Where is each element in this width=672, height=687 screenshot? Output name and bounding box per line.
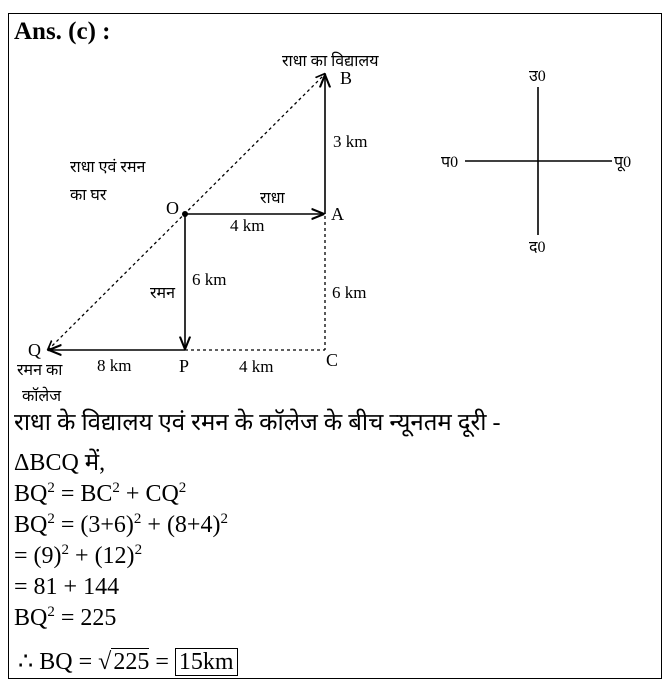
point-a-label: A	[331, 204, 344, 224]
sqrt-symbol: √	[98, 649, 112, 675]
point-p-label: P	[179, 356, 190, 376]
compass-north: उ0	[529, 68, 546, 85]
point-o-dot	[182, 211, 188, 217]
point-q-label: Q	[28, 340, 41, 360]
label-home-line1: राधा एवं रमन	[70, 159, 146, 176]
compass-east: पू0	[614, 154, 632, 171]
point-o-label: O	[166, 198, 179, 218]
solution-line-1: राधा के विद्यालय एवं रमन के कॉलेज के बीच न्यूनतम दूरी -	[14, 410, 501, 436]
final-answer-line: ∴ BQ = √225 = 15km	[18, 648, 238, 676]
equation-line-3: $BQ^2 = BC^2 + CQ^2$	[14, 480, 187, 507]
final-answer-box: 15km	[175, 648, 238, 676]
answer-header: Ans. (c) :	[14, 18, 111, 45]
dist-pc: 4 km	[239, 357, 274, 376]
compass-west: प0	[441, 154, 459, 171]
label-raman: रमन	[150, 285, 175, 302]
label-college-line2: कॉलेज	[22, 388, 62, 405]
dist-oa: 4 km	[230, 216, 265, 235]
equation-line-7: $BQ^2 = 225$	[14, 604, 117, 631]
point-b-label: B	[340, 68, 353, 88]
dist-op: 6 km	[192, 270, 227, 289]
dist-ac: 6 km	[332, 283, 367, 302]
solution-line-2: ΔBCQ में,	[14, 450, 106, 476]
dist-ab: 3 km	[333, 132, 368, 151]
point-c-label: C	[326, 350, 339, 370]
dist-qp: 8 km	[97, 356, 132, 375]
label-college-line1: रमन का	[17, 362, 63, 379]
compass-south: द0	[529, 239, 546, 256]
label-home-line2: का घर	[70, 187, 107, 204]
compass	[441, 68, 631, 256]
label-school: राधा का विद्यालय	[282, 53, 379, 70]
equation-line-4: $BQ^2 = (3+6)^2 + (8+4)^2$	[14, 511, 228, 538]
label-radha: राधा	[260, 190, 285, 207]
radicand: 225	[113, 649, 150, 675]
equation-line-5: = $(9)^2 + (12)^2$	[14, 542, 143, 569]
equation-line-6: = 81 + 144	[14, 574, 120, 600]
